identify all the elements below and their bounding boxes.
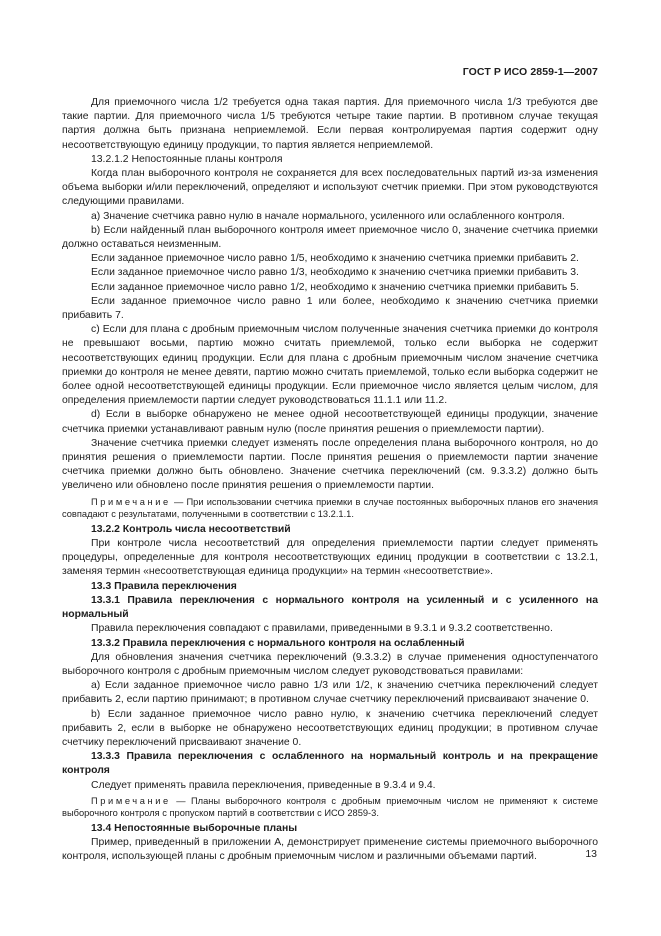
section-heading: 13.2.1.2 Непостоянные планы контроля bbox=[91, 153, 283, 165]
section-heading: 13.3.3 Правила переключения с ослабленного на нормальный контроль и на прекращение контроля bbox=[62, 751, 598, 777]
paragraph: Для обновления значения счетчика переключений (9.3.3.2) в случае применения одноступенчатого выборочного контроля с дробным приемочным числом следует руководствоваться правилами: bbox=[62, 651, 598, 677]
paragraph: Если заданное приемочное число равно 1/2, необходимо к значению счетчика приемки прибавить 5. bbox=[91, 281, 579, 293]
list-item: с) Если для плана с дробным приемочным числом полученные значения счетчика приемки до контроля не превышают восьми, партию можно считать приемлемой, только если выборка не содержит несоответствующих единиц продукции. Если для плана с дробным приемочным числом значение счетчика приемки до контроля не менее девяти, партию можно считать приемлемой, только если выборка содержит не более одной несоответствующей единицы продукции. Если приемочное число является целым числом, для определения приемлемости партии следует руководствоваться 11.1.1 или 11.2. bbox=[62, 324, 598, 407]
paragraph: Для приемочного числа 1/2 требуется одна такая партия. Для приемочного числа 1/3 требуются две такие партии. Для приемочного числа 1/5 требуются четыре такие партии. В противном случае текущая партия должна быть признана неприемлемой. Если первая контролируемая партия содержит одну несоответствующую единицу продукции, то партия является неприемлемой. bbox=[62, 97, 598, 151]
paragraph: Следует применять правила переключения, приведенные в 9.3.4 и 9.4. bbox=[91, 779, 436, 791]
list-item: а) Если заданное приемочное число равно 1/3 или 1/2, к значению счетчика переключений следует прибавить 2, если партию принимают; в противном случае счетчику переключений присваивают значение 0. bbox=[62, 680, 598, 706]
section-heading: 13.3.2 Правила переключения с нормального контроля на ослабленный bbox=[91, 637, 465, 649]
paragraph: Если заданное приемочное число равно 1/5, необходимо к значению счетчика приемки прибавить 2. bbox=[91, 253, 579, 265]
document-body bbox=[62, 96, 598, 865]
note bbox=[62, 496, 598, 521]
list-item: d) Если в выборке обнаружено не менее одной несоответствующей единицы продукции, значение счетчика приемки устанавливают равным нулю (после принятия решения о приемлемости партии). bbox=[62, 409, 598, 435]
section-heading: 13.2.2 Контроль числа несоответствий bbox=[91, 523, 291, 535]
section-heading: 13.3 Правила переключения bbox=[91, 580, 237, 592]
paragraph: Значение счетчика приемки следует изменять после определения плана выборочного контроля, но до принятия решения о приемлемости партии. После принятия решения о приемлемости партии значение счетчика приемки должно быть обновлено. Значение счетчика переключений (см. 9.3.3.2) должно быть увеличено или обновлено после принятия решения о приемлемости партии. bbox=[62, 437, 598, 492]
paragraph: Пример, приведенный в приложении А, демонстрирует применение системы приемочного выборочного контроля, использующей планы с дробным приемочным числом и различными объемами партий. bbox=[62, 837, 598, 863]
note-text: — Планы выборочного контроля с дробным приемочным числом не применяют к системе выборочного контроля с пропуском партий в соответствии с ИСО 2859-3. bbox=[62, 795, 598, 819]
note-label: Примечание bbox=[91, 795, 171, 806]
paragraph: Когда план выборочного контроля не сохраняется для всех последовательных партий из-за изменения объема выборки и/или переключений, определяют и используют счетчик приемки. При этом руководствуются следующими правилами. bbox=[62, 168, 598, 208]
list-item: b) Если найденный план выборочного контроля имеет приемочное число 0, значение счетчика приемки должно оставаться неизменным. bbox=[62, 224, 598, 251]
list-item: а) Значение счетчика равно нулю в начале нормального, усиленного или ослабленного контроля. bbox=[91, 210, 565, 222]
paragraph: Если заданное приемочное число равно 1 или более, необходимо к значению счетчика приемки прибавить 7. bbox=[62, 295, 598, 322]
section-heading: 13.3.1 Правила переключения с нормального контроля на усиленный и с усиленного на нормальный bbox=[62, 594, 598, 621]
section-heading: 13.4 Непостоянные выборочные планы bbox=[91, 822, 298, 834]
paragraph: Если заданное приемочное число равно 1/3, необходимо к значению счетчика приемки прибавить 3. bbox=[91, 267, 579, 279]
note-label: Примечание bbox=[91, 496, 171, 507]
page-header: ГОСТ Р ИСО 2859-1—2007 bbox=[462, 66, 598, 78]
note bbox=[62, 795, 598, 820]
note-text: — При использовании счетчика приемки в случае постоянных выборочных планов его значения совпадают с результатами, полученными в соответствии с 13.2.1.1. bbox=[62, 496, 598, 520]
page-number: 13 bbox=[585, 848, 597, 860]
list-item: b) Если заданное приемочное число равно нулю, к значению счетчика переключений следует прибавить 2, если в выборке не обнаружено несоответствующих единиц продукции; в противном случае счетчику переключений присваивают значение 0. bbox=[62, 708, 598, 748]
paragraph: Правила переключения совпадают с правилами, приведенными в 9.3.1 и 9.3.2 соответственно. bbox=[91, 623, 553, 635]
paragraph: При контроле числа несоответствий для определения приемлемости партии следует применять процедуры, определенные для контроля несоответствующих единиц продукции в соответствии с 13.2.1, заменяя термин «несоответствующая единица продукции» на термин «несоответствие». bbox=[62, 538, 598, 578]
